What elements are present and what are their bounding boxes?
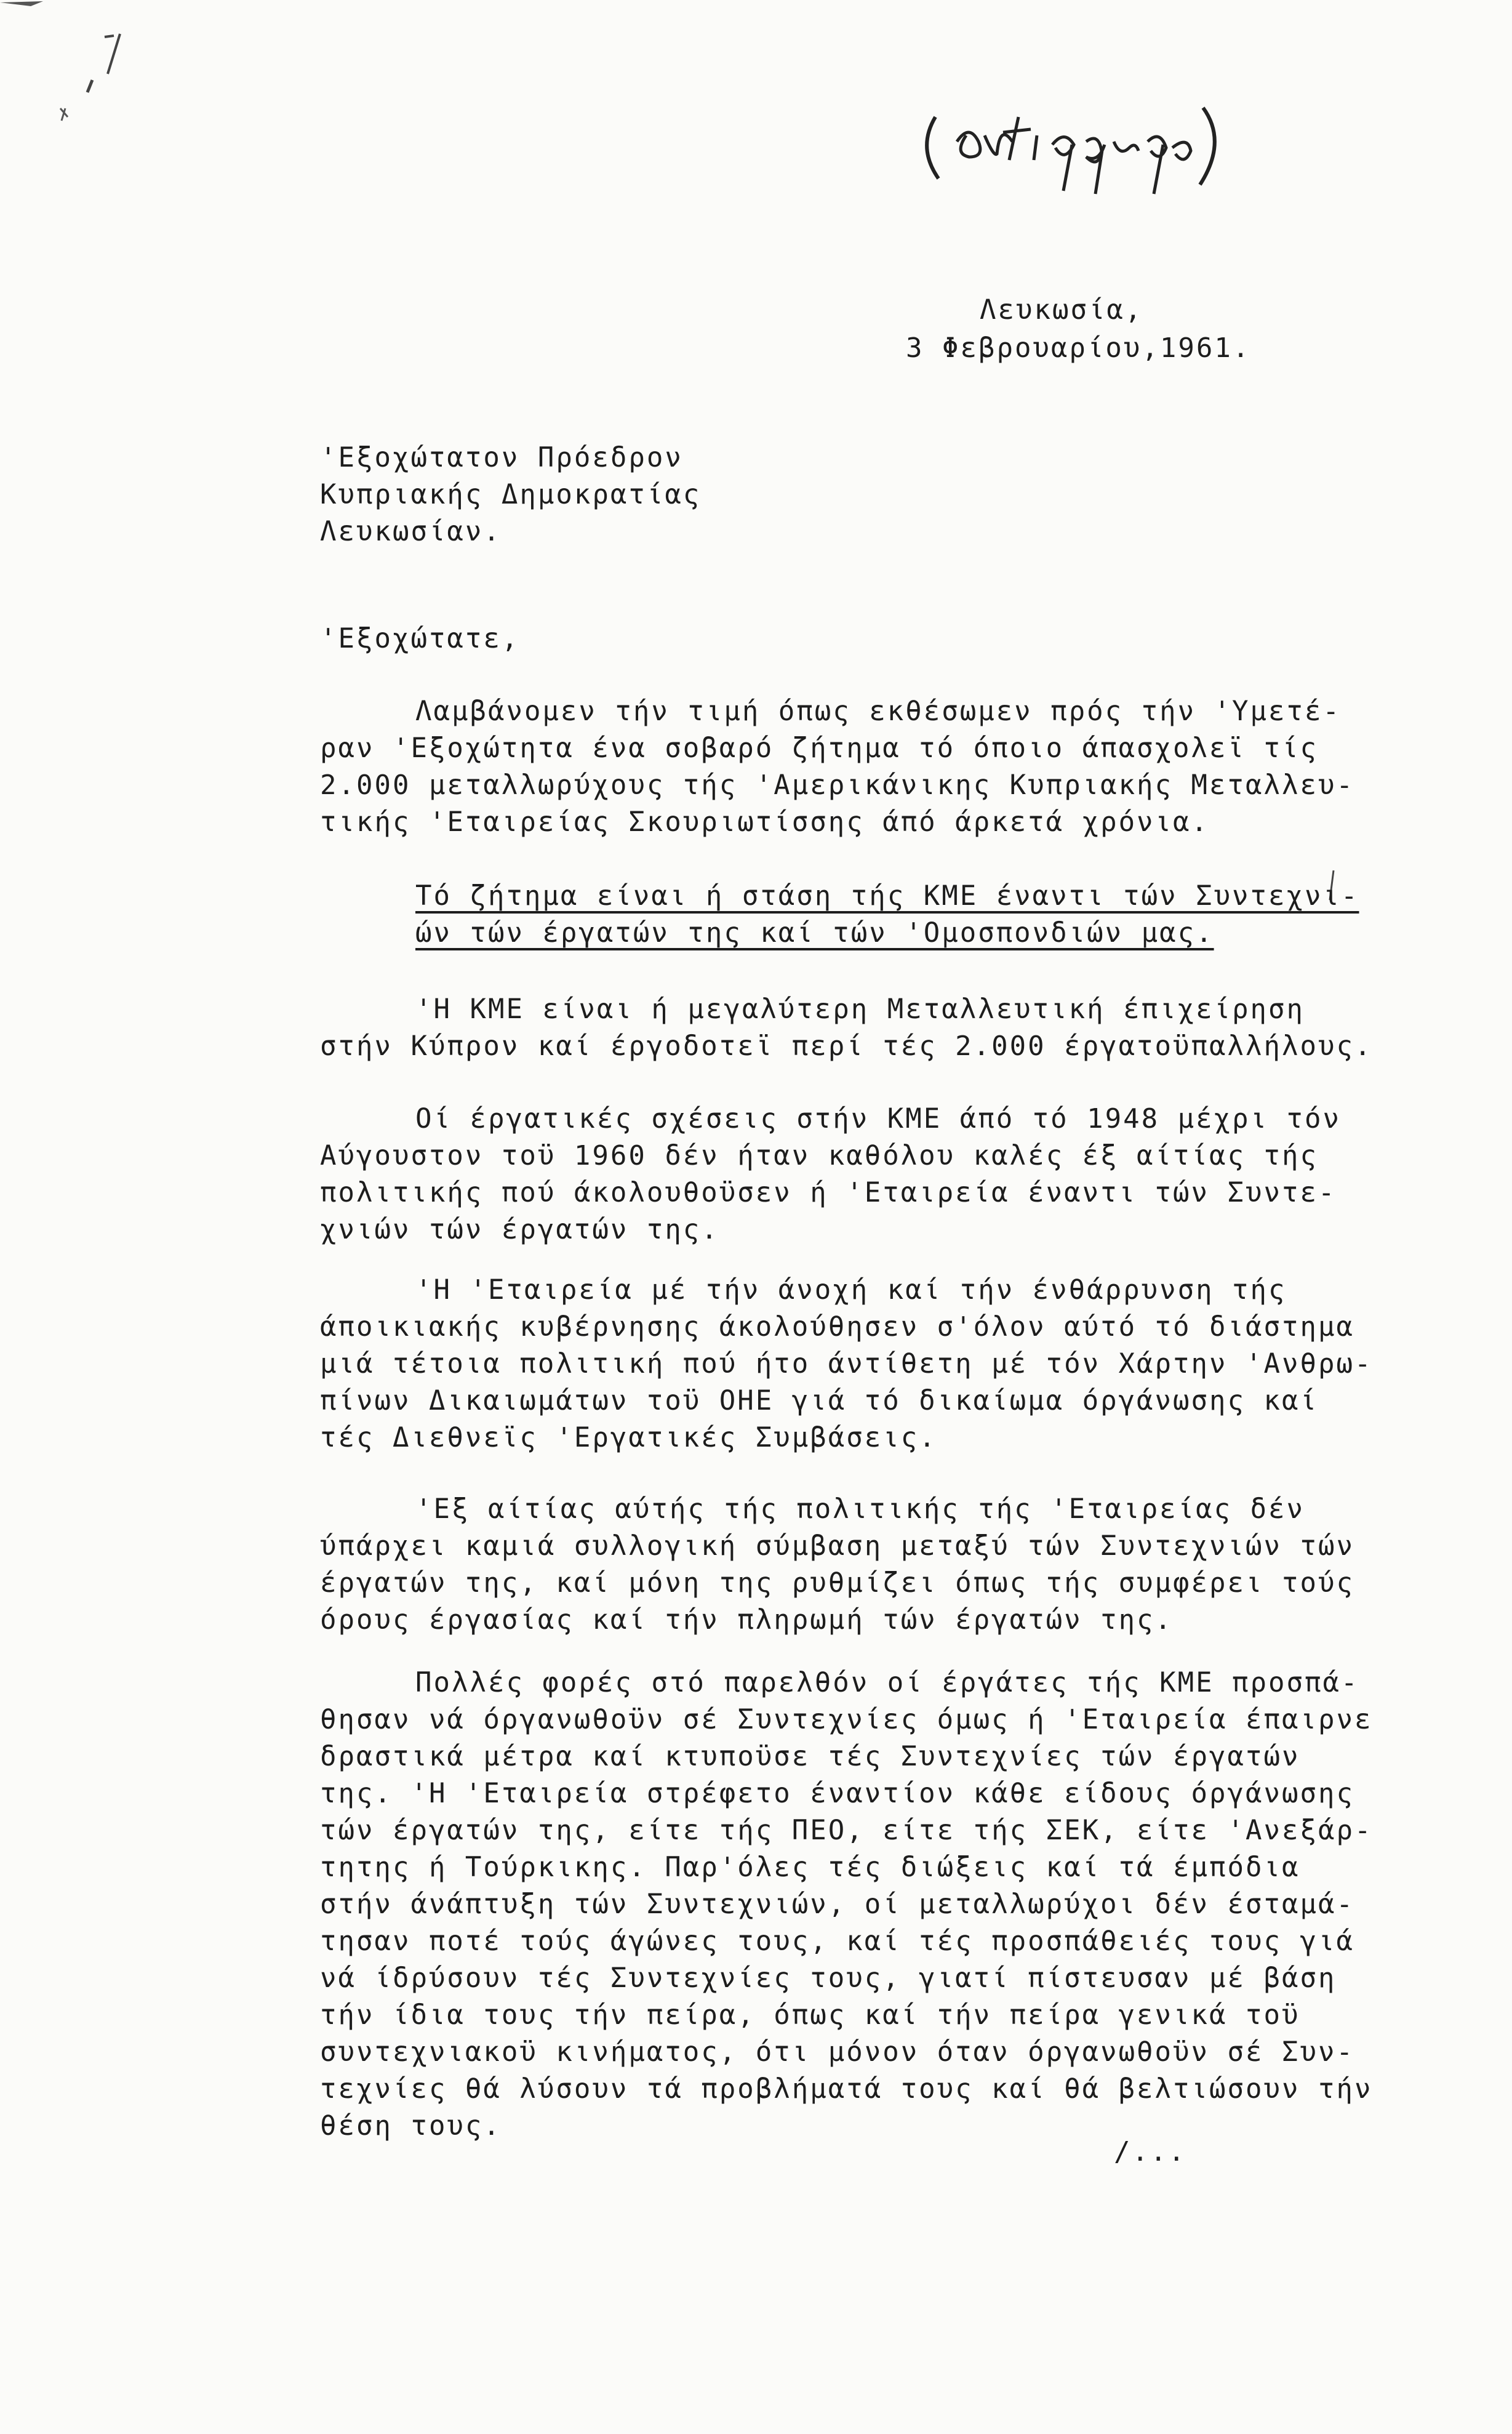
paragraph-6-line-2: ύπάρχει καμιά συλλογική σύμβαση μεταξύ τών Συντεχνιών τών <box>320 1530 1354 1562</box>
scan-marks <box>0 0 160 160</box>
paragraph-5-line-4: πίνων Δικαιωμάτων τοϋ ΟΗΕ γιά τό δικαίωμα όργάνωσης καί <box>320 1385 1318 1416</box>
paragraph-7-line-5: τών έργατών της, είτε τής ΠΕΟ, είτε τής ΣΕΚ, είτε 'Ανεξάρ- <box>320 1815 1373 1846</box>
paragraph-2-line-2: ών τών έργατών της καί τών 'Ομοσπονδιών μας. <box>415 917 1214 949</box>
recipient-line-3: Λευκωσίαν. <box>320 516 502 547</box>
paragraph-6-line-3: έργατών της, καί μόνη της ρυθμίζει όπως τής συμφέρει τούς <box>320 1567 1354 1599</box>
recipient-line-2: Κυπριακής Δημοκρατίας <box>320 479 702 510</box>
paragraph-2-line-1: Τό ζήτημα είναι ή στάση τής ΚΜΕ έναντι τών Συντεχνι- <box>415 880 1359 912</box>
paragraph-7-line-12: τεχνίες θά λύσουν τά προβλήματά τους καί θά βελτιώσουν τήν <box>320 2073 1373 2105</box>
paragraph-7-line-11: συντεχνιακοϋ κινήματος, ότι μόνον όταν όργανωθοϋν σέ Συν- <box>320 2036 1354 2068</box>
handwritten-copy-note-icon <box>911 92 1255 203</box>
paragraph-6-line-4: όρους έργασίας καί τήν πληρωμή τών έργατών της. <box>320 1604 1174 1636</box>
paragraph-5-line-2: άποικιακής κυβέρνησης άκολούθησεν σ'όλον αύτό τό διάστημα <box>320 1311 1354 1343</box>
date-line: 3 Φεβρουαρίου,1961. <box>906 332 1251 364</box>
paragraph-7-line-4: της. 'Η 'Εταιρεία στρέφετο έναντίον κάθε είδους όργάνωσης <box>320 1778 1354 1809</box>
paragraph-3-line-1: 'Η ΚΜΕ είναι ή μεγαλύτερη Μεταλλευτική έπιχείρηση <box>415 994 1305 1025</box>
paragraph-1-line-4: τικής 'Εταιρείας Σκουριωτίσσης άπό άρκετά χρόνια. <box>320 806 1210 838</box>
paragraph-1-line-3: 2.000 μεταλλωρύχους τής 'Αμερικάνικης Κυπριακής Μεταλλευ- <box>320 769 1354 801</box>
paragraph-7-line-9: νά ίδρύσουν τές Συντεχνίες τους, γιατί πίστευσαν μέ βάση <box>320 1962 1337 1994</box>
place-line: Λευκωσία, <box>980 294 1143 326</box>
paragraph-7-line-7: στήν άνάπτυξη τών Συντεχνιών, οί μεταλλωρύχοι δέν έσταμά- <box>320 1889 1354 1920</box>
paragraph-7-line-1: Πολλές φορές στό παρελθόν οί έργάτες τής ΚΜΕ προσπά- <box>415 1667 1359 1698</box>
paragraph-5-line-1: 'Η 'Εταιρεία μέ τήν άνοχή καί τήν ένθάρρυνση τής <box>415 1274 1287 1306</box>
paragraph-4-line-1: Οί έργατικές σχέσεις στήν ΚΜΕ άπό τό 1948 μέχρι τόν <box>415 1103 1342 1135</box>
paragraph-6-line-1: 'Εξ αίτίας αύτής τής πολιτικής τής 'Εταιρείας δέν <box>415 1493 1305 1525</box>
paragraph-7-line-8: τησαν ποτέ τούς άγώνες τους, καί τές προσπάθειές τους γιά <box>320 1926 1354 1957</box>
paragraph-1-line-1: Λαμβάνομεν τήν τιμή όπως εκθέσωμεν πρός τήν 'Υμετέ- <box>415 696 1342 727</box>
paragraph-4-line-3: πολιτικής πού άκολουθοϋσεν ή 'Εταιρεία έναντι τών Συντε- <box>320 1177 1337 1208</box>
paragraph-7-line-2: θησαν νά όργανωθοϋν σέ Συντεχνίες όμως ή 'Εταιρεία έπαιρνε <box>320 1704 1373 1735</box>
paragraph-4-line-2: Αύγουστον τοϋ 1960 δέν ήταν καθόλου καλές έξ αίτίας τής <box>320 1140 1318 1171</box>
recipient-line-1: 'Εξοχώτατον Πρόεδρον <box>320 442 683 473</box>
paragraph-7-line-3: δραστικά μέτρα καί κτυποϋσε τές Συντεχνίες τών έργατών <box>320 1741 1300 1772</box>
paragraph-7-line-13: θέση τους. <box>320 2110 502 2142</box>
paragraph-1-line-2: ραν 'Εξοχώτητα ένα σοβαρό ζήτημα τό όποιο άπασχολεϊ τίς <box>320 733 1318 764</box>
salutation: 'Εξοχώτατε, <box>320 623 520 654</box>
paragraph-4-line-4: χνιών τών έργατών της. <box>320 1214 719 1245</box>
handwritten-annotation <box>911 92 1255 203</box>
paragraph-7-line-6: τητης ή Τούρκικης. Παρ'όλες τές διώξεις καί τά έμπόδια <box>320 1852 1300 1883</box>
paragraph-5-line-5: τές Διεθνεϊς 'Εργατικές Συμβάσεις. <box>320 1422 937 1453</box>
paragraph-7-line-10: τήν ίδια τους τήν πείρα, όπως καί τήν πείρα γενικά τοϋ <box>320 1999 1300 2031</box>
paragraph-3-line-2: στήν Κύπρον καί έργοδοτεϊ περί τές 2.000 έργατοϋπαλλήλους. <box>320 1030 1373 1062</box>
continuation-marker: /... <box>1114 2136 1186 2167</box>
paragraph-5-line-3: μιά τέτοια πολιτική πού ήτο άντίθετη μέ τόν Χάρτην 'Ανθρω- <box>320 1348 1373 1380</box>
